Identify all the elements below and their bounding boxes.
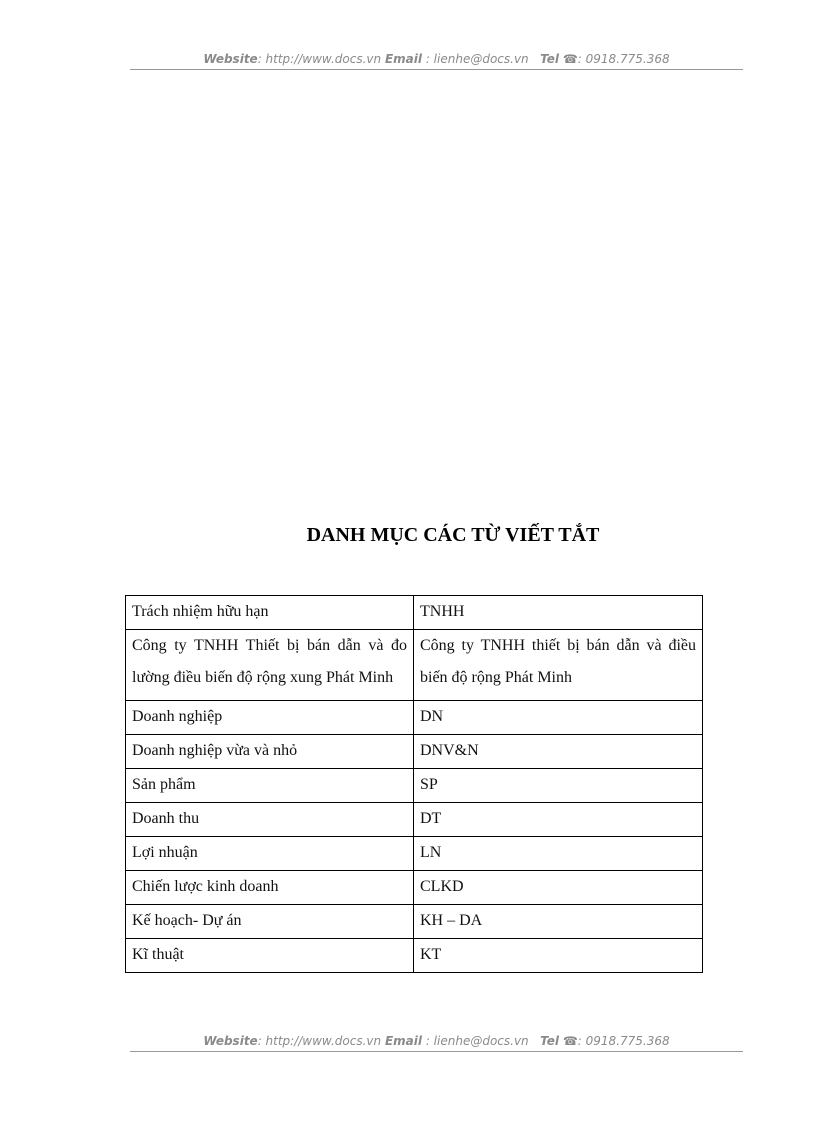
table-row bbox=[126, 871, 703, 905]
term-cell: Sản phẩm bbox=[126, 769, 414, 803]
term-cell: Doanh nghiệp vừa và nhỏ bbox=[126, 735, 414, 769]
page-header bbox=[130, 52, 743, 66]
abbreviation-cell: SP bbox=[414, 769, 703, 803]
table-row bbox=[126, 630, 703, 701]
term-cell: Doanh nghiệp bbox=[126, 701, 414, 735]
email-link[interactable]: : lienhe@docs.vn bbox=[425, 1034, 529, 1048]
abbreviation-cell: LN bbox=[414, 837, 703, 871]
header-divider bbox=[130, 69, 743, 70]
abbreviation-cell: KH – DA bbox=[414, 905, 703, 939]
email-label: Email bbox=[384, 1034, 422, 1048]
table-row bbox=[126, 701, 703, 735]
term-cell: Lợi nhuận bbox=[126, 837, 414, 871]
table-row bbox=[126, 803, 703, 837]
table-row bbox=[126, 837, 703, 871]
abbreviation-cell: DNV&N bbox=[414, 735, 703, 769]
tel-number: : 0918.775.368 bbox=[577, 1034, 670, 1048]
table-row bbox=[126, 905, 703, 939]
table-row bbox=[126, 769, 703, 803]
table-row bbox=[126, 735, 703, 769]
email-label: Email bbox=[384, 52, 422, 66]
website-link[interactable]: : http://www.docs.vn bbox=[257, 1034, 382, 1048]
phone-icon: ☎ bbox=[562, 52, 578, 66]
abbreviation-cell: TNHH bbox=[414, 596, 703, 630]
email-link[interactable]: : lienhe@docs.vn bbox=[425, 52, 529, 66]
abbreviation-cell: DN bbox=[414, 701, 703, 735]
term-cell: Doanh thu bbox=[126, 803, 414, 837]
website-label: Website bbox=[203, 1034, 258, 1048]
abbreviation-cell: KT bbox=[414, 939, 703, 973]
footer-divider bbox=[130, 1051, 743, 1052]
term-cell: Công ty TNHH Thiết bị bán dẫn và đo lường điều biến độ rộng xung Phát Minh bbox=[126, 630, 414, 701]
website-label: Website bbox=[203, 52, 258, 66]
abbreviation-cell: CLKD bbox=[414, 871, 703, 905]
abbreviation-cell: Công ty TNHH thiết bị bán dẫn và điều biến độ rộng Phát Minh bbox=[414, 630, 703, 701]
tel-label: Tel bbox=[540, 1034, 560, 1048]
website-link[interactable]: : http://www.docs.vn bbox=[257, 52, 382, 66]
table-row bbox=[126, 939, 703, 973]
term-cell: Trách nhiệm hữu hạn bbox=[126, 596, 414, 630]
term-cell: Kĩ thuật bbox=[126, 939, 414, 973]
abbreviation-table bbox=[125, 595, 703, 973]
phone-icon: ☎ bbox=[562, 1034, 578, 1048]
page-title: DANH MỤC CÁC TỪ VIẾT TẮT bbox=[306, 524, 600, 546]
term-cell: Chiến lược kinh doanh bbox=[126, 871, 414, 905]
term-cell: Kế hoạch- Dự án bbox=[126, 905, 414, 939]
page-footer bbox=[130, 1034, 743, 1048]
table-row bbox=[126, 596, 703, 630]
tel-label: Tel bbox=[540, 52, 560, 66]
abbreviation-cell: DT bbox=[414, 803, 703, 837]
tel-number: : 0918.775.368 bbox=[577, 52, 670, 66]
